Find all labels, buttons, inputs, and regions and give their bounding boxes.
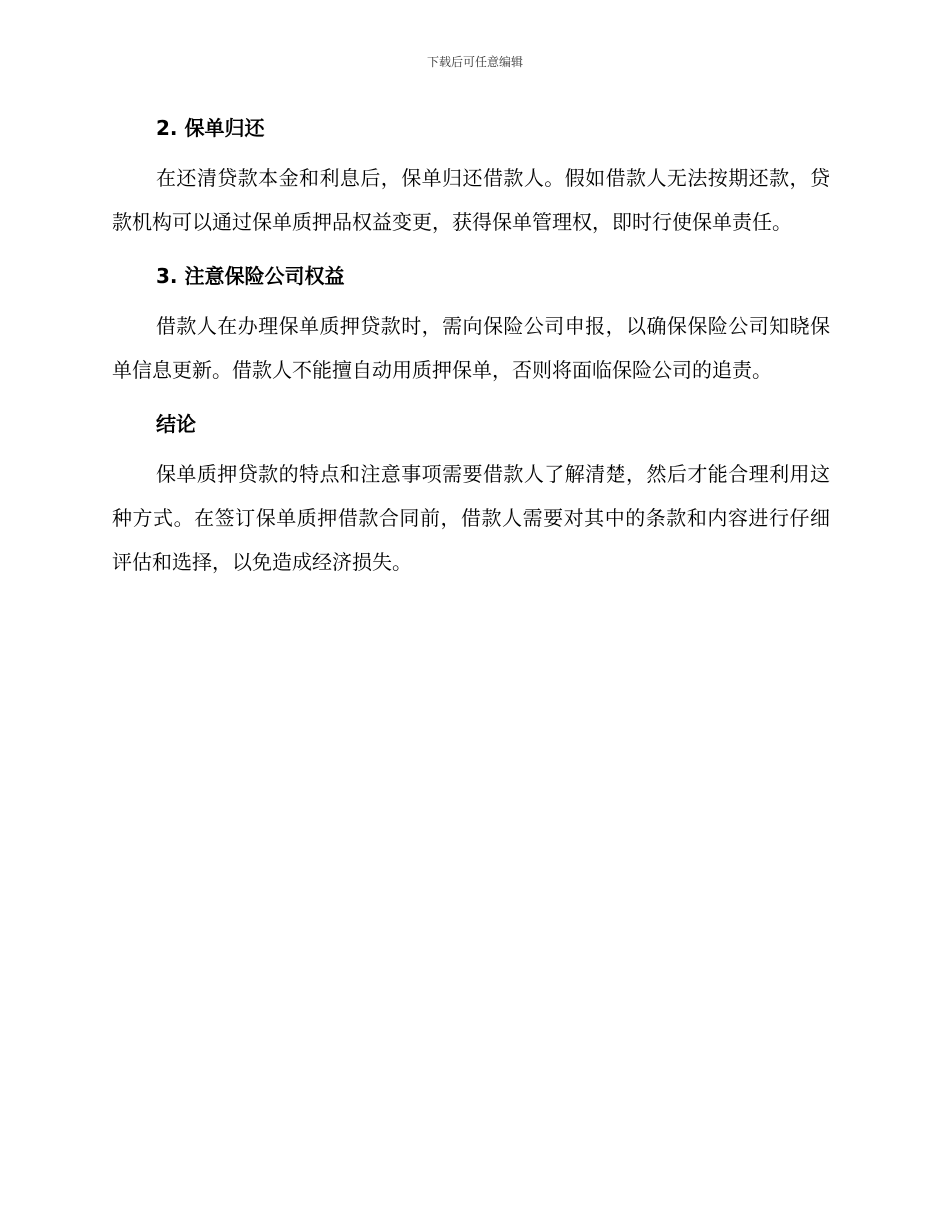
section-insurer-rights <box>112 260 830 392</box>
page-header: 下载后可任意编辑 <box>426 55 523 69</box>
section-conclusion <box>112 408 830 584</box>
section-heading: 3. 注意保险公司权益 <box>156 264 345 288</box>
document-content <box>112 112 830 600</box>
section-paragraph: 借款人在办理保单质押贷款时，需向保险公司申报，以确保保险公司知晓保单信息更新。借款人不能擅自动用质押保单，否则将面临保险公司的追责。 <box>112 314 830 382</box>
section-heading: 结论 <box>156 412 196 436</box>
section-paragraph: 保单质押贷款的特点和注意事项需要借款人了解清楚，然后才能合理利用这种方式。在签订保单质押借款合同前，借款人需要对其中的条款和内容进行仔细评估和选择，以免造成经济损失。 <box>112 462 830 574</box>
section-paragraph: 在还清贷款本金和利息后，保单归还借款人。假如借款人无法按期还款，贷款机构可以通过保单质押品权益变更，获得保单管理权，即时行使保单责任。 <box>112 166 830 234</box>
section-policy-return <box>112 112 830 244</box>
section-heading: 2. 保单归还 <box>156 116 265 140</box>
